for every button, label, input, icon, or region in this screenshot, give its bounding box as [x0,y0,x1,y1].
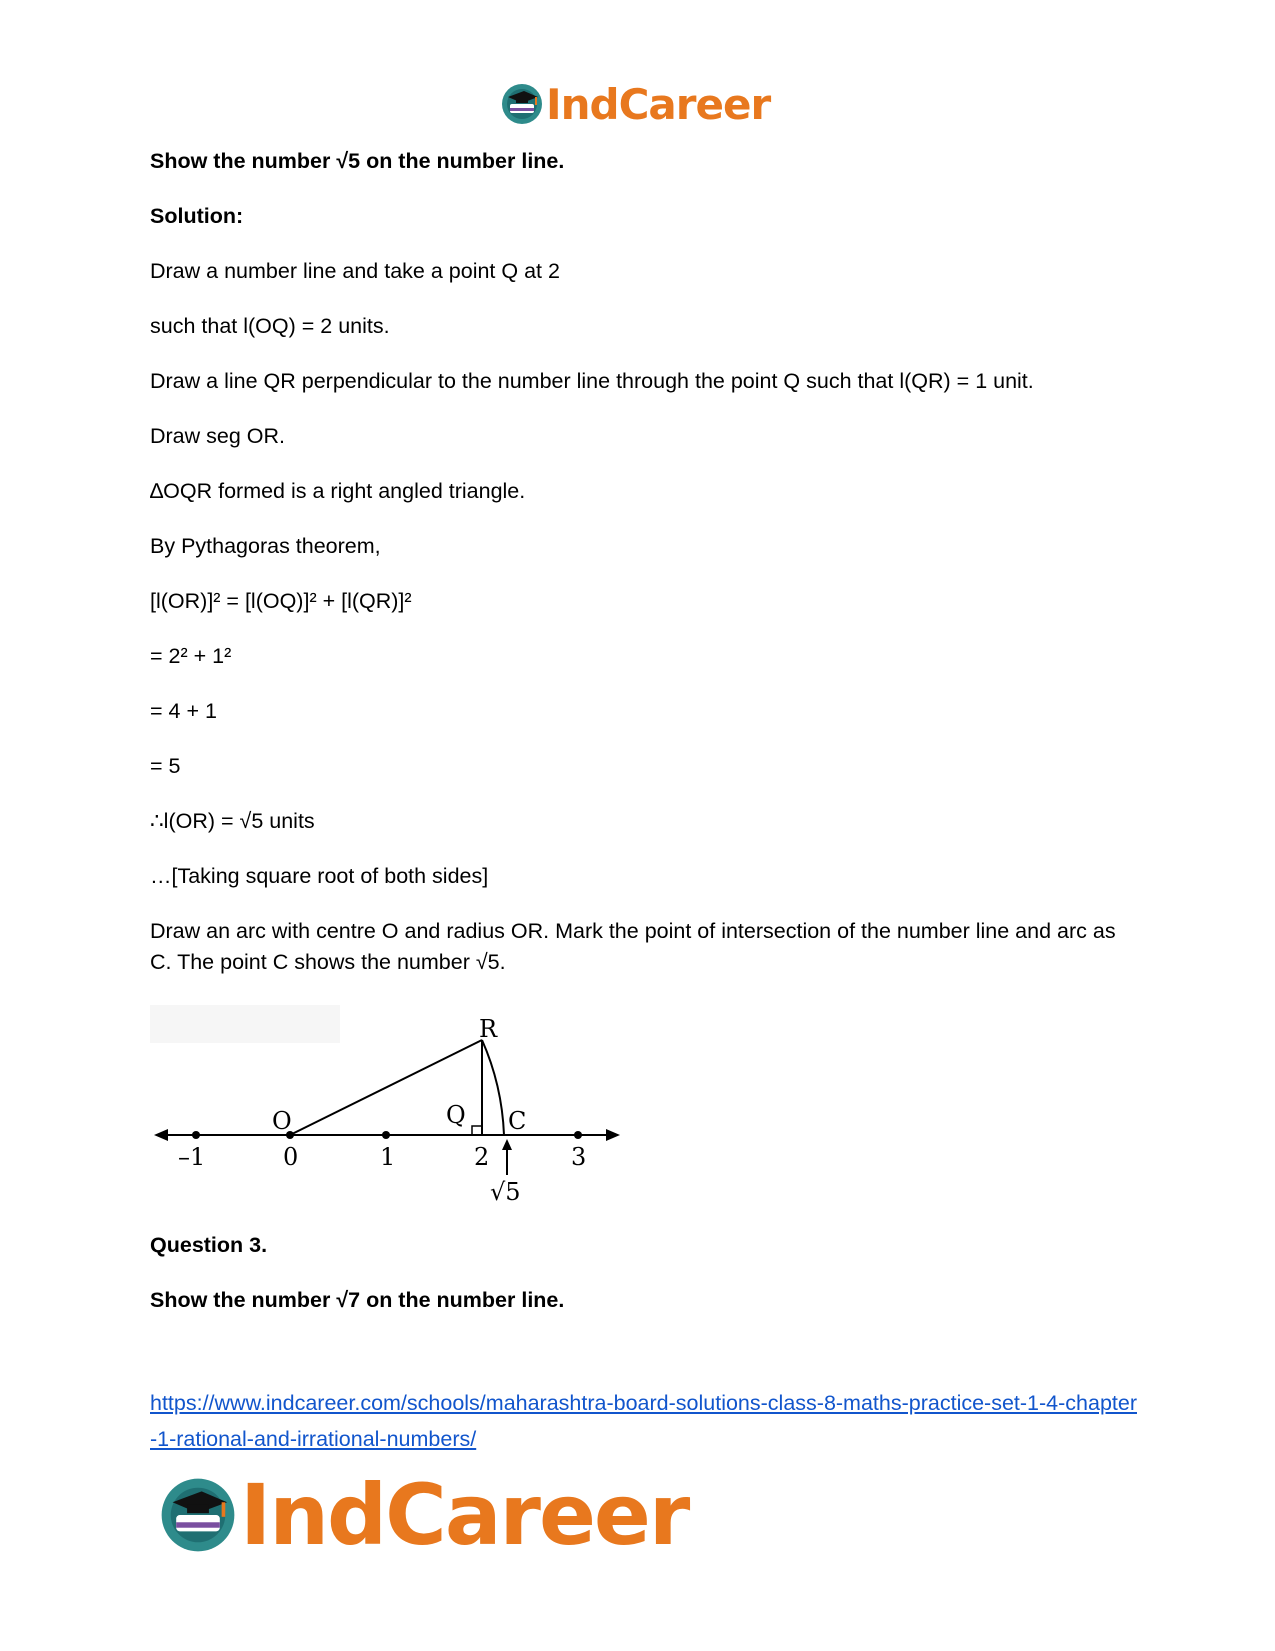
text-line: = 4 + 1 [150,699,217,723]
text-line: …[Taking square root of both sides] [150,864,489,888]
text-line: Draw seg OR. [150,424,286,448]
tick-label-0: 0 [283,1143,299,1171]
brand-name: IndCareer [546,79,771,129]
text-line: Draw a number line and take a point Q at 2 [150,259,560,283]
solution-content [150,146,1140,1002]
header-logo [500,80,770,128]
footer-link-block [150,1385,1140,1457]
text-line: such that l(OQ) = 2 units. [150,314,390,338]
label-q: Q [446,1101,466,1129]
text-line: By Pythagoras theorem, [150,534,381,558]
text-line: ∴l(OR) = √5 units [150,809,315,833]
right-angle-marker [472,1126,482,1135]
sqrt5-label: √5 [490,1178,521,1206]
right-arrow-icon [606,1129,620,1141]
tick-label-minus1: –1 [178,1143,206,1171]
text-line: Show the number √7 on the number line. [150,1288,565,1312]
label-c: C [508,1107,527,1135]
graduation-book-icon [158,1475,238,1555]
text-line: = 5 [150,754,181,778]
graduation-book-icon [500,82,544,126]
label-r: R [479,1015,498,1043]
text-line: Question 3. [150,1233,268,1257]
up-arrow-icon [502,1139,512,1150]
tick-label-1: 1 [380,1143,396,1171]
tick-dot-3 [574,1131,582,1139]
brand-name-footer: IndCareer [240,1466,689,1564]
text-line: [l(OR)]² = [l(OQ)]² + [l(QR)]² [150,589,412,613]
tick-label-3: 3 [571,1143,587,1171]
tick-dot-minus1 [192,1131,200,1139]
text-line: Solution: [150,204,244,228]
next-question [150,1230,1140,1340]
text-lines [150,146,1140,978]
left-arrow-icon [154,1129,168,1141]
text-line: Draw an arc with centre O and radius OR. Mark the point of intersection of the number line and arc as C. The point C shows the number √5. [150,919,1116,974]
tick-dot-1 [382,1131,390,1139]
tick-label-2: 2 [474,1143,490,1171]
footer-logo [158,1466,689,1564]
text-line: ∆OQR formed is a right angled triangle. [150,479,526,503]
text-line: Draw a line QR perpendicular to the number line through the point Q such that l(QR) = 1 unit. [150,369,1034,393]
scan-smudge [150,1005,340,1043]
source-link[interactable]: https://www.indcareer.com/schools/maharashtra-board-solutions-class-8-maths-practice-set-1-4-chapter-1-rational-and-irrational-numbers/ [150,1391,1137,1451]
label-o: O [272,1107,292,1135]
arc-radius-or [482,1040,504,1135]
question-lines [150,1230,1140,1316]
text-line: = 2² + 1² [150,644,232,668]
number-line-figure [150,1005,650,1220]
text-line: Show the number √5 on the number line. [150,149,565,173]
